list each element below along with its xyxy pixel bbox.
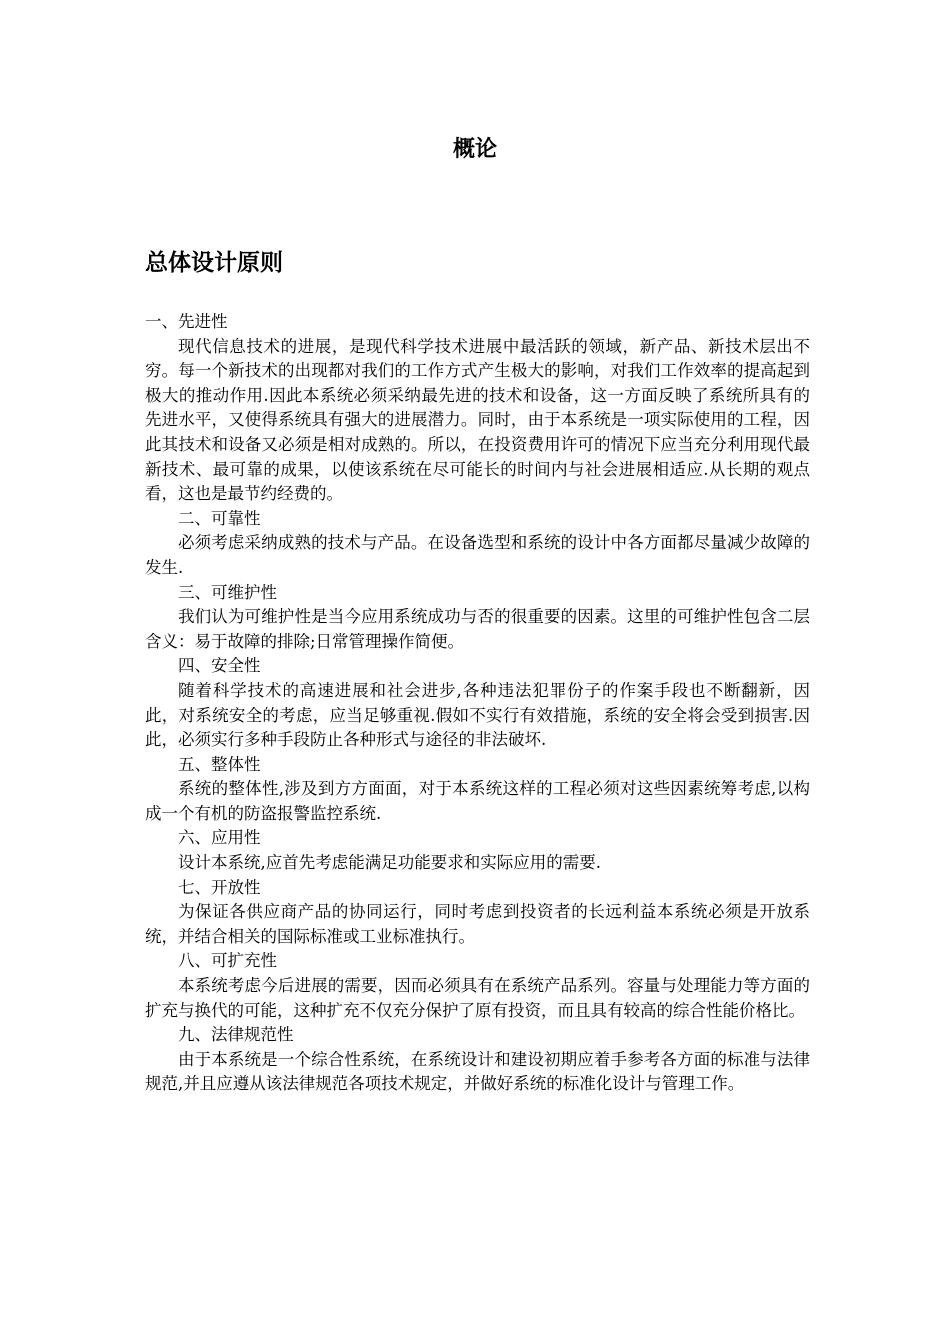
page-title: 概论 (452, 137, 497, 162)
item-text-advanced: 现代信息技术的进展，是现代科学技术进展中最活跃的领域，新产品、新技术层出不穷。每一个新技术的出现都对我们的工作方式产生极大的影响，对我们工作效率的提高起到极大的推动作用.因此本系统必须采纳最先进的技术和设备，这一方面反映了系统所具有的先进水平，又使得系统具有强大的进展潜力。同时，由于本系统是一项实际使用的工程，因此其技术和设备又必须是相对成熟的。所以，在投资费用许可的情况下应当充分利用现代最新技术、最可靠的成果，以使该系统在尽可能长的时间内与社会进展相适应.从长期的观点看，这也是最节约经费的。 (145, 336, 810, 504)
item-text-security: 随着科学技术的高速进展和社会进步,各种违法犯罪份子的作案手段也不断翻新，因此，对系统安全的考虑，应当足够重视.假如不实行有效措施，系统的安全将会受到损害.因此，必须实行多种手段防止各种形式与途径的非法破坏. (145, 680, 810, 750)
item-heading-security: 四、安全性 (178, 656, 261, 676)
item-heading-maintainability: 三、可维护性 (178, 582, 277, 602)
item-heading-reliability: 二、可靠性 (178, 508, 261, 528)
item-heading-advanced: 一、先进性 (145, 312, 228, 331)
document-body (145, 310, 810, 1097)
item-heading-legal-compliance: 九、法律规范性 (178, 1025, 294, 1045)
item-heading-openness: 七、开放性 (178, 877, 261, 897)
item-text-scalability: 本系统考虑今后进展的需要，因而必须具有在系统产品系列。容量与处理能力等方面的扩充与换代的可能，这种扩充不仅充分保护了原有投资，而且具有较高的综合性能价格比。 (145, 976, 810, 1020)
section-heading: 总体设计原则 (145, 250, 283, 276)
item-text-maintainability: 我们认为可维护性是当今应用系统成功与否的很重要的因素。这里的可维护性包含二层含义：易于故障的排除;日常管理操作简便。 (145, 607, 810, 651)
item-heading-scalability: 八、可扩充性 (178, 951, 277, 971)
item-text-reliability: 必须考虑采纳成熟的技术与产品。在设备选型和系统的设计中各方面都尽量减少故障的发生. (145, 533, 810, 577)
item-heading-applicability: 六、应用性 (178, 828, 261, 848)
item-text-legal-compliance: 由于本系统是一个综合性系统，在系统设计和建设初期应着手参考各方面的标准与法律规范,并且应遵从该法律规范各项技术规定，并做好系统的标准化设计与管理工作。 (145, 1049, 810, 1094)
item-text-openness: 为保证各供应商产品的协同运行，同时考虑到投资者的长远利益本系统必须是开放系统，并结合相关的国际标准或工业标准执行。 (145, 902, 810, 946)
item-text-integrity: 系统的整体性,涉及到方方面面，对于本系统这样的工程必须对这些因素统筹考虑,以构成一个有机的防盗报警监控系统. (145, 779, 810, 823)
item-text-applicability: 设计本系统,应首先考虑能满足功能要求和实际应用的需要. (178, 853, 601, 873)
item-heading-integrity: 五、整体性 (178, 754, 261, 774)
